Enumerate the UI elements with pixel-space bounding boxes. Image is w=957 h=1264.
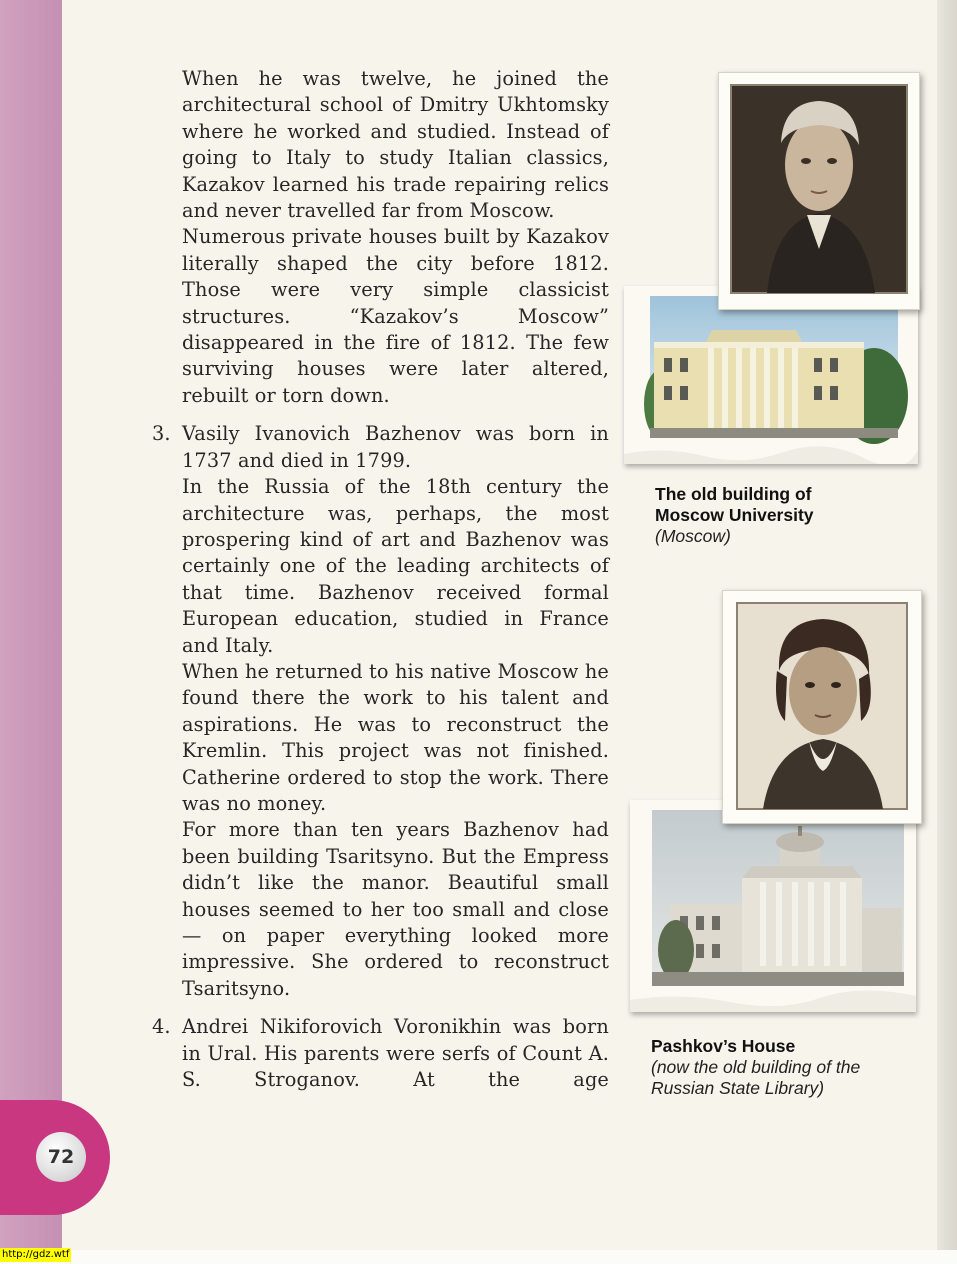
list-number: 3.: [152, 422, 171, 446]
caption-pashkov-house: [651, 1036, 891, 1099]
moscow-university-photo: [624, 286, 918, 464]
main-text-column: [152, 66, 609, 1093]
paragraph-bazhenov-tsaritsyno: For more than ten years Bazhenov had been building Tsaritsyno. But the Empress didn’t like the manor. Beautiful small houses seemed to her too small and close — on paper everything looked more impressive. She ordered to reconstruct Tsaritsyno.: [182, 818, 609, 1000]
pashkov-house-photo-card: [630, 800, 916, 1012]
paragraph-voronikhin-intro: Andrei Nikiforovich Voronikhin was born in Ural. His parents were serfs of Count A. S. Stroganov. At the age: [182, 1015, 609, 1092]
portrait-kazakov: [719, 73, 919, 309]
paragraph-bazhenov-kremlin: When he returned to his native Moscow he found there the work to his talent and aspirations. He was to reconstruct the Kremlin. This project was not finished. Catherine ordered to stop the work. There was no money.: [182, 659, 609, 815]
bottom-band: [0, 1250, 957, 1264]
caption-subtitle: (Moscow): [655, 526, 731, 546]
paragraph-bazhenov-education: In the Russia of the 18th century the architecture was, perhaps, the most prospering kind of art and Bazhenov was certainly one of the leading architects of that time. Bazhenov received formal European education, studied in France and Italy.: [182, 475, 609, 657]
left-color-stripe: [0, 0, 62, 1250]
caption-title: Pashkov’s House: [651, 1036, 796, 1056]
paragraph-kazakov-houses: Numerous private houses built by Kazakov literally shaped the city before 1812. Those were very simple classicist structures. “Kazakov’s Moscow” disappeared in the fire of 1812. The few surviving houses were later altered, rebuilt or torn down.: [182, 225, 609, 407]
portrait-bazhenov: [723, 591, 921, 823]
moscow-university-photo-card: [624, 286, 918, 464]
show-through-text: [630, 160, 635, 186]
caption-title: The old building of Moscow University: [655, 484, 814, 525]
list-item-3: [152, 421, 609, 1002]
bazhenov-portrait-frame: [722, 590, 922, 824]
caption-moscow-university: [655, 484, 875, 547]
list-number: 4.: [152, 1015, 171, 1039]
pashkov-house-photo: [630, 800, 916, 1012]
page-edge-shadow: [937, 0, 957, 1250]
source-watermark: http://gdz.wtf: [2, 1249, 70, 1260]
paragraph-bazhenov-intro: Vasily Ivanovich Bazhenov was born in 1737 and died in 1799.: [182, 422, 609, 472]
kazakov-portrait-frame: [718, 72, 920, 310]
paragraph-kazakov-training: When he was twelve, he joined the architectural school of Dmitry Ukhtomsky where he worked and studied. Instead of going to Italy to study Italian classics, Kazakov learned his trade repairing relics and never travelled far from Moscow.: [182, 67, 609, 223]
caption-subtitle: (now the old building of the Russian State Library): [651, 1057, 861, 1098]
list-item-4: [152, 1014, 609, 1093]
page-number: 72: [36, 1132, 86, 1182]
